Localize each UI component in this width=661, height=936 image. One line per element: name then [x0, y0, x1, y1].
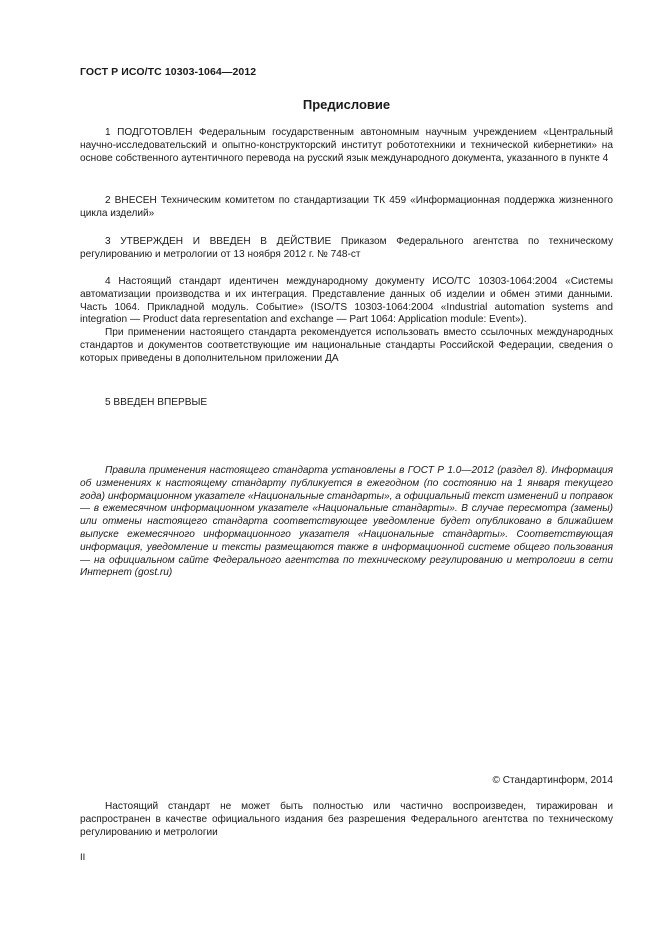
- footer-note-block: [80, 801, 613, 839]
- paragraph-2-block: [80, 195, 613, 221]
- paragraph-submitted: 2 ВНЕСЕН Техническим комитетом по стандартизации ТК 459 «Информационная поддержка жизненного цикла изделий»: [80, 195, 613, 219]
- paragraph-first-introduced: 5 ВВЕДЕН ВПЕРВЫЕ: [105, 397, 208, 408]
- paragraph-approved: 3 УТВЕРЖДЕН И ВВЕДЕН В ДЕЙСТВИЕ Приказом Федерального агентства по техническому регулированию и метрологии от 13 ноября 2012 г. № 748-ст: [80, 236, 613, 260]
- page-number: II: [80, 852, 86, 863]
- paragraph-1-block: [80, 127, 613, 165]
- paragraph-5-block: [80, 397, 613, 410]
- paragraph-4-block: [80, 276, 613, 366]
- footer-note-text: Настоящий стандарт не может быть полностью или частично воспроизведен, тиражирован и распространен в качестве официального издания без разрешения Федерального агентства по техническому регулированию и метрологии: [80, 801, 613, 838]
- notice-block: [80, 465, 613, 580]
- standard-code-header: ГОСТ Р ИСО/ТС 10303-1064—2012: [80, 66, 257, 78]
- notice-text: Правила применения настоящего стандарта установлены в ГОСТ Р 1.0—2012 (раздел 8). Информация об изменениях к настоящему стандарту публикуется в ежегодном (по состоянию на 1 января текущего года) информационном указателе «Национальные стандарты», а официальный текст изменений и поправок — в ежемесячном информационном указателе «Национальные стандарты». В случае пересмотра (замены) или отмены настоящего стандарта соответствующее уведомление будет опубликовано в ближайшем выпуске ежемесячного информационного указателя «Национальные стандарты». Соответствующая информация, уведомление и тексты размещаются также в информационной системе общего пользования — на официальном сайте Федерального агентства по техническому регулированию и метрологии в сети Интернет (gost.ru): [80, 465, 613, 579]
- paragraph-3-block: [80, 236, 613, 262]
- paragraph-identical: 4 Настоящий стандарт идентичен международному документу ИСО/ТС 10303-1064:2004 «Системы автоматизации производства и их интеграция. Представление данных об изделии и обмен этими данными. Часть 1064. Прикладной модуль. Событие» (ISO/TS 10303-1064:2004 «Industrial automation systems and integration — Product data representation and exchange — Part 1064: Application module: Event»).: [80, 276, 613, 326]
- paragraph-prepared: 1 ПОДГОТОВЛЕН Федеральным государственным автономным научным учреждением «Центральный научно-исследовательский и опытно-конструкторский институт робототехники и технической кибернетики» на основе собственного аутентичного перевода на русский язык международного документа, указанного в пункте 4: [80, 127, 613, 164]
- copyright-line: © Стандартинформ, 2014: [492, 775, 613, 786]
- paragraph-recommendation: При применении настоящего стандарта рекомендуется использовать вместо ссылочных международных стандартов и документов соответствующие им национальные стандарты Российской Федерации, сведения о которых приведены в дополнительном приложении ДА: [80, 327, 613, 364]
- page-title: Предисловие: [302, 97, 391, 112]
